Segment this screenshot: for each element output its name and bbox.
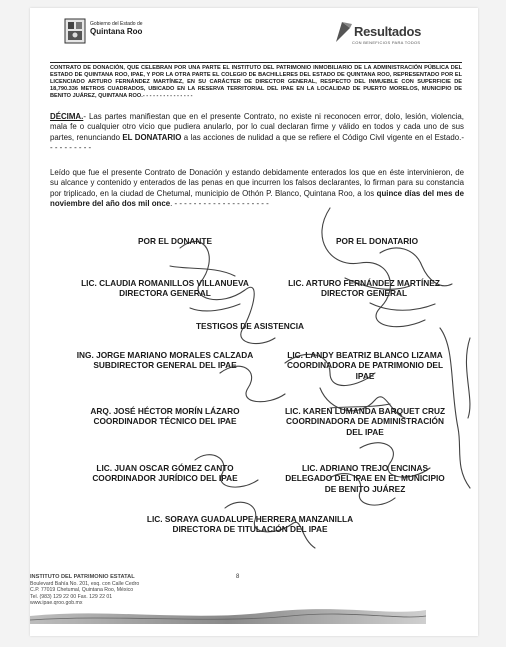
decima-label: DÉCIMA. xyxy=(50,112,84,121)
witness-1-title: SUBDIRECTOR GENERAL DEL IPAE xyxy=(93,360,237,371)
footer-decorative-band xyxy=(30,602,426,624)
witness-7-name: LIC. SORAYA GUADALUPE HERRERA MANZANILLA xyxy=(146,514,354,524)
witness-2-block xyxy=(280,350,450,381)
witness-4-title: COORDINADORA DE ADMINISTRACIÓN DEL IPAE xyxy=(286,416,444,437)
contract-header: CONTRATO DE DONACIÓN, QUE CELEBRAN POR UNA PARTE EL INSTITUTO DEL PATRIMONIO INMOBILIARIO DE LA ADMINISTRACIÓN PÚBLICA DEL ESTADO DE QUINTANA ROO, IPAE, Y POR LA OTRA PARTE EL COLEGIO DE BACHILLERES DEL ESTADO DE QUINTANA ROO, REPRESENTADO POR EL LICENCIADO ARTURO FERNÁNDEZ MARTÍNEZ, EN SU CARÁCTER DE DIRECTOR GENERAL, RESPECTO DEL INMUEBLE CON SUPERFICIE DE 18,790.336 METROS CUADRADOS, UBICADO EN LA RESERVA TERRITORIAL DEL IPAE EN LA LOCALIDAD DE PUERTO MORELOS, MUNICIPIO DE BENITO JUÁREZ, QUINTANA ROO.- - - - - - - - - - - - - - - xyxy=(50,62,462,100)
gov-line-2: Quintana Roo xyxy=(90,27,143,36)
footer-address: Boulevard Bahía No. 201, esq. con Calle Cedro xyxy=(30,580,140,587)
state-government-label xyxy=(90,21,143,36)
witness-3-block xyxy=(50,406,280,427)
witness-5-block xyxy=(50,463,280,484)
witness-5-title: COORDINADOR JURÍDICO DEL IPAE xyxy=(92,473,238,484)
closing-paragraph xyxy=(50,168,464,209)
witness-5-name: LIC. JUAN OSCAR GÓMEZ CANTO xyxy=(96,463,234,473)
footer-phone: Tel. (983) 129 22 00 Fax. 129 22 01 xyxy=(30,593,113,600)
closing-date: quince días del mes de noviembre del año dos mil once xyxy=(50,188,464,208)
witness-3-name: ARQ. JOSÉ HÉCTOR MORÍN LÁZARO xyxy=(90,406,240,416)
witness-6-block xyxy=(280,463,450,494)
decima-clause xyxy=(50,112,464,153)
donante-signature-block xyxy=(50,278,280,299)
decima-text-a: - Las partes manifiestan que en el presente Contrato, no existe ni reconocen error, dolo, lesión, violencia, mala fe o cualquier otro vicio que pudiera anularlo, por lo cual declaran firme y válido en todos y cada uno de sus partes, renunciando xyxy=(50,112,464,142)
witness-7-block xyxy=(120,514,380,535)
brand-title: Resultados xyxy=(354,24,422,39)
por-el-donante-label: POR EL DONANTE xyxy=(137,236,213,246)
decima-bold: EL DONATARIO xyxy=(122,132,182,142)
document-page xyxy=(30,8,478,636)
footer-institute: INSTITUTO DEL PATRIMONIO ESTATAL xyxy=(30,574,135,580)
state-coat-of-arms-logo xyxy=(64,18,86,44)
decima-text-b: a las acciones de nulidad a que se refiere el Código Civil vigente en el Estado.- - - - - - - - - - xyxy=(50,132,464,152)
donante-name: LIC. CLAUDIA ROMANILLOS VILLANUEVA xyxy=(81,278,249,288)
witness-2-title: COORDINADORA DE PATRIMONIO DEL IPAE xyxy=(286,360,444,381)
witness-4-name: LIC. KAREN LUMANDA BARQUET CRUZ xyxy=(284,406,446,416)
footer-city: C.P. 77019 Chetumal, Quintana Roo, México xyxy=(30,587,134,594)
closing-text-a: Leído que fue el presente Contrato de Donación y estando debidamente enterados los que en éste intervinieron, de su alcance y contenido y enterados de las penas en que incurren los falsos declarantes, lo firman para su constancia por triplicado, en la ciudad de Chetumal, municipio de Othón P. Blanco, Quintana Roo, a los xyxy=(50,168,464,198)
witness-2-name: LIC. LANDY BEATRIZ BLANCO LIZAMA xyxy=(287,350,443,360)
brand-subtitle: CON BENEFICIOS PARA TODOS xyxy=(352,40,421,45)
page-number: 8 xyxy=(236,574,240,580)
witness-7-title: DIRECTORA DE TITULACIÓN DEL IPAE xyxy=(172,524,328,535)
witness-1-block xyxy=(50,350,280,371)
letterhead xyxy=(64,18,442,54)
por-el-donatario-label: POR EL DONATARIO xyxy=(335,236,419,246)
gov-line-1: Gobierno del Estado de xyxy=(90,21,143,27)
witness-6-title: DELEGADO DEL IPAE EN EL MUNICIPIO DE BENITO JUÁREZ xyxy=(285,473,445,494)
resultados-logo xyxy=(332,18,442,48)
footer-website: www.ipae.qroo.gob.mx xyxy=(30,600,83,607)
donatario-name: LIC. ARTURO FERNÁNDEZ MARTÍNEZ xyxy=(288,278,440,288)
testigos-label: TESTIGOS DE ASISTENCIA xyxy=(195,321,305,331)
witness-1-name: ING. JORGE MARIANO MORALES CALZADA xyxy=(76,350,254,360)
closing-text-b: . - - - - - - - - - - - - - - - - - - - - xyxy=(170,198,269,208)
witness-6-name: LIC. ADRIANO TREJO ENCINAS xyxy=(302,463,428,473)
donatario-signature-block xyxy=(266,278,462,299)
donante-title: DIRECTORA GENERAL xyxy=(119,288,211,299)
witness-4-block xyxy=(280,406,450,437)
donatario-title: DIRECTOR GENERAL xyxy=(320,288,408,299)
witness-3-title: COORDINADOR TÉCNICO DEL IPAE xyxy=(93,416,237,427)
resultados-mark-icon xyxy=(332,20,354,44)
